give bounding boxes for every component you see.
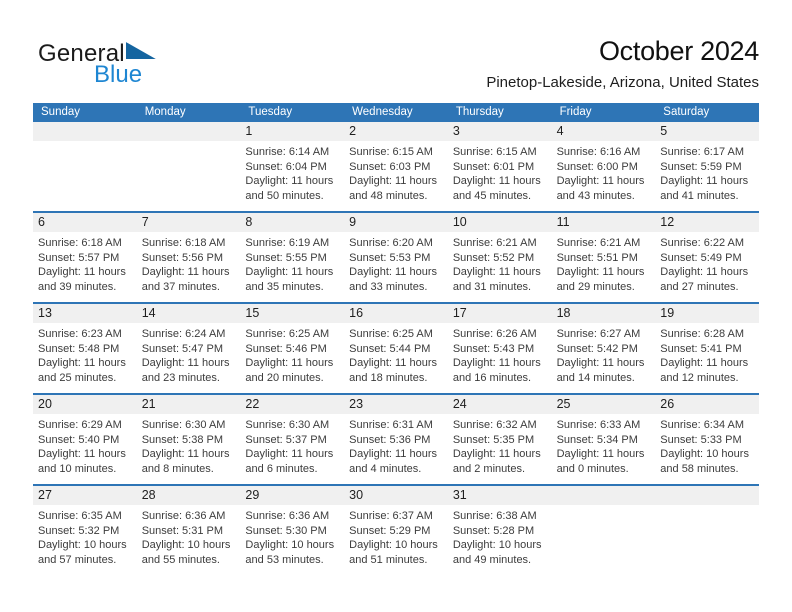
- day-number: 26: [655, 395, 759, 414]
- day-sun-info: Sunrise: 6:25 AM Sunset: 5:46 PM Daylight: 11 hours and 20 minutes.: [245, 328, 334, 384]
- weekday-label-sunday: Sunday: [41, 106, 81, 118]
- calendar-cell-day-19: [655, 304, 759, 393]
- day-number: 16: [344, 304, 448, 323]
- day-number: [33, 122, 137, 141]
- day-number: 24: [448, 395, 552, 414]
- calendar-cell-day-31: [448, 486, 552, 575]
- day-sun-info: Sunrise: 6:26 AM Sunset: 5:43 PM Daylight: 11 hours and 16 minutes.: [452, 328, 541, 384]
- calendar-cell-day-27: [33, 486, 137, 575]
- day-number: 13: [33, 304, 137, 323]
- weekday-label-tuesday: Tuesday: [248, 106, 293, 118]
- day-sun-info: Sunrise: 6:25 AM Sunset: 5:44 PM Daylight: 11 hours and 18 minutes.: [349, 328, 437, 384]
- day-sun-info: Sunrise: 6:21 AM Sunset: 5:52 PM Daylight: 11 hours and 31 minutes.: [452, 237, 541, 293]
- week-row: [33, 484, 759, 575]
- logo-text-blue: Blue: [94, 61, 143, 88]
- day-sun-info: Sunrise: 6:23 AM Sunset: 5:48 PM Daylight: 11 hours and 25 minutes.: [38, 328, 126, 384]
- calendar-cell-day-22: [240, 395, 344, 484]
- calendar-cell-day-12: [655, 213, 759, 302]
- day-sun-info: Sunrise: 6:18 AM Sunset: 5:57 PM Daylight: 11 hours and 39 minutes.: [38, 237, 126, 293]
- weekday-label-friday: Friday: [559, 106, 592, 118]
- calendar-cell-day-13: [33, 304, 137, 393]
- calendar-cell-day-18: [552, 304, 656, 393]
- calendar-cell-empty: [655, 486, 759, 575]
- calendar-cell-day-6: [33, 213, 137, 302]
- day-number: 2: [344, 122, 448, 141]
- day-sun-info: [137, 141, 241, 211]
- day-number: 25: [552, 395, 656, 414]
- day-number: 30: [344, 486, 448, 505]
- day-sun-info: [33, 141, 137, 211]
- calendar-cell-empty: [552, 486, 656, 575]
- day-number: 6: [33, 213, 137, 232]
- day-sun-info: Sunrise: 6:36 AM Sunset: 5:30 PM Daylight: 10 hours and 53 minutes.: [245, 510, 335, 566]
- calendar-cell-day-7: [137, 213, 241, 302]
- logo-triangle-icon: [126, 42, 156, 59]
- day-sun-info: Sunrise: 6:19 AM Sunset: 5:55 PM Daylight: 11 hours and 35 minutes.: [245, 237, 334, 293]
- calendar-cell-empty: [137, 122, 241, 211]
- week-row: [33, 302, 759, 393]
- day-number: [552, 486, 656, 505]
- calendar-cell-day-26: [655, 395, 759, 484]
- day-sun-info: Sunrise: 6:27 AM Sunset: 5:42 PM Daylight: 11 hours and 14 minutes.: [556, 328, 645, 384]
- week-row: [33, 393, 759, 484]
- day-sun-info: [655, 505, 759, 575]
- day-sun-info: Sunrise: 6:31 AM Sunset: 5:36 PM Daylight: 11 hours and 4 minutes.: [349, 419, 437, 475]
- calendar-weeks: [33, 122, 759, 575]
- day-number: 12: [655, 213, 759, 232]
- day-number: 14: [137, 304, 241, 323]
- calendar-cell-day-17: [448, 304, 552, 393]
- day-sun-info: Sunrise: 6:38 AM Sunset: 5:28 PM Daylight: 10 hours and 49 minutes.: [452, 510, 542, 566]
- day-number: 7: [137, 213, 241, 232]
- weekday-label-wednesday: Wednesday: [352, 106, 413, 118]
- calendar-cell-day-16: [344, 304, 448, 393]
- day-number: 17: [448, 304, 552, 323]
- calendar-cell-day-9: [344, 213, 448, 302]
- calendar: [33, 103, 759, 575]
- day-number: [137, 122, 241, 141]
- general-blue-logo: [38, 40, 156, 89]
- day-number: 3: [448, 122, 552, 141]
- day-sun-info: Sunrise: 6:17 AM Sunset: 5:59 PM Daylight: 11 hours and 41 minutes.: [660, 146, 749, 202]
- day-number: [655, 486, 759, 505]
- day-sun-info: Sunrise: 6:20 AM Sunset: 5:53 PM Daylight: 11 hours and 33 minutes.: [349, 237, 437, 293]
- day-number: 31: [448, 486, 552, 505]
- day-number: 5: [655, 122, 759, 141]
- calendar-cell-empty: [33, 122, 137, 211]
- calendar-cell-day-5: [655, 122, 759, 211]
- calendar-cell-day-2: [344, 122, 448, 211]
- calendar-cell-day-4: [552, 122, 656, 211]
- day-number: 18: [552, 304, 656, 323]
- calendar-cell-day-23: [344, 395, 448, 484]
- week-row: [33, 122, 759, 211]
- day-sun-info: Sunrise: 6:24 AM Sunset: 5:47 PM Daylight: 11 hours and 23 minutes.: [141, 328, 230, 384]
- calendar-cell-day-20: [33, 395, 137, 484]
- day-sun-info: Sunrise: 6:28 AM Sunset: 5:41 PM Daylight: 11 hours and 12 minutes.: [660, 328, 749, 384]
- day-number: 27: [33, 486, 137, 505]
- day-sun-info: Sunrise: 6:22 AM Sunset: 5:49 PM Daylight: 11 hours and 27 minutes.: [660, 237, 749, 293]
- day-sun-info: [552, 505, 656, 575]
- day-number: 10: [448, 213, 552, 232]
- day-number: 15: [240, 304, 344, 323]
- day-sun-info: Sunrise: 6:37 AM Sunset: 5:29 PM Daylight: 10 hours and 51 minutes.: [349, 510, 438, 566]
- page-title: October 2024: [598, 36, 759, 66]
- weekday-label-saturday: Saturday: [663, 106, 710, 118]
- day-sun-info: Sunrise: 6:15 AM Sunset: 6:03 PM Daylight: 11 hours and 48 minutes.: [349, 146, 437, 202]
- day-number: 29: [240, 486, 344, 505]
- calendar-cell-day-14: [137, 304, 241, 393]
- day-number: 28: [137, 486, 241, 505]
- day-sun-info: Sunrise: 6:32 AM Sunset: 5:35 PM Daylight: 11 hours and 2 minutes.: [452, 419, 541, 475]
- day-sun-info: Sunrise: 6:30 AM Sunset: 5:37 PM Daylight: 11 hours and 6 minutes.: [245, 419, 334, 475]
- day-number: 23: [344, 395, 448, 414]
- page-subtitle: Pinetop-Lakeside, Arizona, United States: [486, 74, 759, 91]
- day-sun-info: Sunrise: 6:36 AM Sunset: 5:31 PM Daylight: 10 hours and 55 minutes.: [141, 510, 231, 566]
- calendar-cell-day-24: [448, 395, 552, 484]
- week-row: [33, 211, 759, 302]
- day-sun-info: Sunrise: 6:33 AM Sunset: 5:34 PM Daylight: 11 hours and 0 minutes.: [556, 419, 645, 475]
- day-sun-info: Sunrise: 6:29 AM Sunset: 5:40 PM Daylight: 11 hours and 10 minutes.: [38, 419, 126, 475]
- day-number: 19: [655, 304, 759, 323]
- day-sun-info: Sunrise: 6:14 AM Sunset: 6:04 PM Daylight: 11 hours and 50 minutes.: [245, 146, 334, 202]
- day-number: 21: [137, 395, 241, 414]
- logo-text-general: General: [38, 40, 125, 67]
- calendar-cell-day-11: [552, 213, 656, 302]
- calendar-cell-day-1: [240, 122, 344, 211]
- day-sun-info: Sunrise: 6:35 AM Sunset: 5:32 PM Daylight: 10 hours and 57 minutes.: [38, 510, 127, 566]
- day-number: 8: [240, 213, 344, 232]
- calendar-cell-day-25: [552, 395, 656, 484]
- day-number: 9: [344, 213, 448, 232]
- title-block: [486, 36, 759, 91]
- day-number: 20: [33, 395, 137, 414]
- day-sun-info: Sunrise: 6:34 AM Sunset: 5:33 PM Daylight: 10 hours and 58 minutes.: [660, 419, 749, 475]
- calendar-cell-day-3: [448, 122, 552, 211]
- calendar-cell-day-29: [240, 486, 344, 575]
- day-sun-info: Sunrise: 6:21 AM Sunset: 5:51 PM Daylight: 11 hours and 29 minutes.: [556, 237, 645, 293]
- calendar-cell-day-21: [137, 395, 241, 484]
- calendar-cell-day-8: [240, 213, 344, 302]
- day-sun-info: Sunrise: 6:18 AM Sunset: 5:56 PM Daylight: 11 hours and 37 minutes.: [141, 237, 230, 293]
- day-sun-info: Sunrise: 6:30 AM Sunset: 5:38 PM Daylight: 11 hours and 8 minutes.: [141, 419, 230, 475]
- day-sun-info: Sunrise: 6:15 AM Sunset: 6:01 PM Daylight: 11 hours and 45 minutes.: [452, 146, 541, 202]
- calendar-cell-day-28: [137, 486, 241, 575]
- calendar-cell-day-10: [448, 213, 552, 302]
- calendar-cell-day-15: [240, 304, 344, 393]
- day-number: 1: [240, 122, 344, 141]
- day-number: 11: [552, 213, 656, 232]
- weekday-label-thursday: Thursday: [455, 106, 504, 118]
- weekday-header-row: [33, 103, 759, 122]
- day-number: 4: [552, 122, 656, 141]
- day-number: 22: [240, 395, 344, 414]
- calendar-cell-day-30: [344, 486, 448, 575]
- day-sun-info: Sunrise: 6:16 AM Sunset: 6:00 PM Daylight: 11 hours and 43 minutes.: [556, 146, 645, 202]
- weekday-label-monday: Monday: [144, 106, 186, 118]
